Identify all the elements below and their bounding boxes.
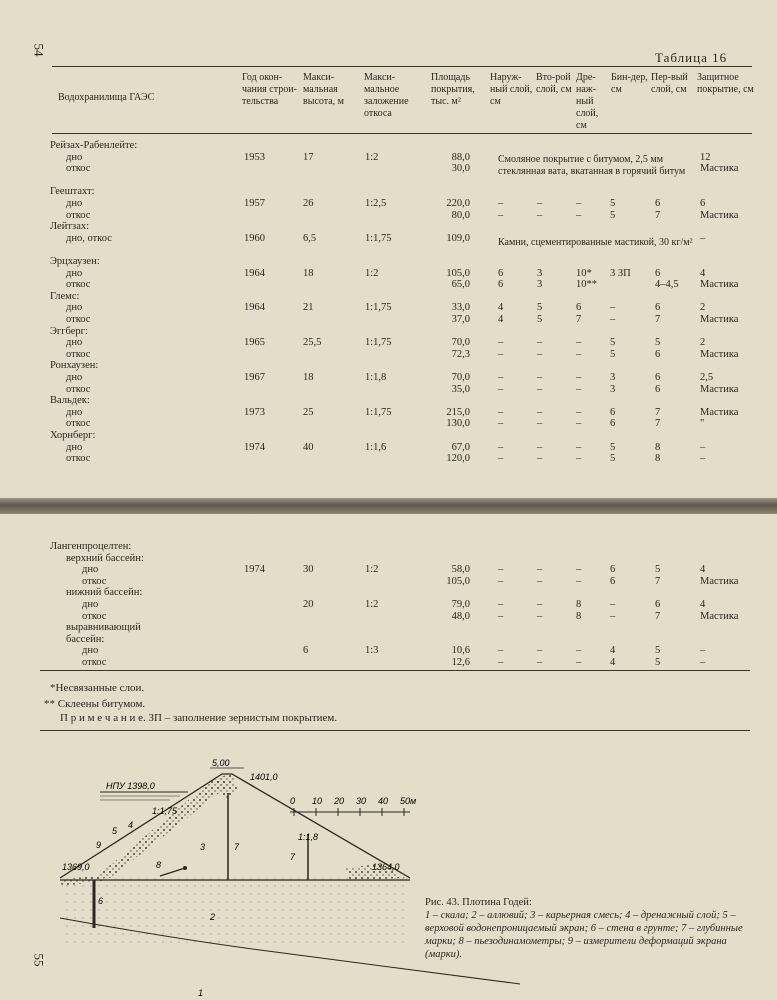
table-cell: 5 — [610, 209, 616, 221]
row-label: дно — [66, 198, 83, 209]
table-cell: 5 — [610, 453, 616, 465]
table-cell: 5 — [655, 657, 661, 668]
table-cell: – — [537, 645, 543, 657]
table-cell: 1:1,8 — [365, 372, 387, 383]
page-bottom — [0, 514, 777, 1000]
table-cell: – — [537, 657, 543, 668]
table-cell: 40 — [303, 441, 314, 453]
label-n1: 1 — [198, 988, 204, 998]
table-cell: – — [576, 383, 582, 395]
table-cell: – — [498, 575, 504, 587]
table-cell: 8 — [655, 441, 661, 453]
row-label: откос — [66, 314, 91, 325]
header-bottom-rule — [52, 133, 752, 134]
table-cell: – — [537, 599, 543, 610]
table-cell: 5 — [610, 337, 616, 349]
table-cell: 4 — [498, 314, 504, 325]
label-n8: 8 — [156, 860, 162, 870]
row-label: дно, откос — [66, 232, 112, 244]
table-cell: – — [498, 337, 504, 349]
table-cell: – — [537, 337, 543, 349]
table-cell: 1:2 — [365, 151, 379, 163]
table-cell: 70,0 — [451, 337, 470, 349]
table-cell: – — [610, 610, 616, 622]
table-cell: 20 — [303, 599, 314, 610]
table-cell: 72,3 — [451, 348, 470, 360]
table-cell: 10** — [576, 279, 597, 291]
table-cell: 1974 — [244, 564, 265, 576]
row-label: дно — [66, 372, 83, 383]
table-cell: 79,0 — [451, 599, 470, 610]
table-cell: 1953 — [244, 151, 265, 163]
table-cell: 1973 — [244, 406, 265, 418]
figure-caption-body: 1 – скала; 2 – аллювий; 3 – карьерная смесь; 4 – дренажный слой; 5 – верховой водонепроницаемый экран; 6 – стена в грунте; 7 – глубинные марки; 8 – пьезодинамометры; 9 – измерители деформаций экрана (марки). — [425, 910, 743, 960]
label-right-level: 1364,0 — [372, 862, 400, 872]
table-cell: 7 — [655, 418, 661, 430]
footnote-1: *Несвязанные слои. — [50, 682, 145, 694]
table-cell: 18 — [303, 372, 314, 383]
label-n4: 4 — [128, 820, 134, 830]
row-label: Рейзах-Рабенлейте: — [50, 140, 138, 151]
row-label: бассейн: — [66, 633, 105, 645]
scale-tick-label: 50м — [400, 796, 417, 806]
table-cell: 67,0 — [451, 441, 470, 453]
table-cell: – — [498, 383, 504, 395]
column-header: Наруж-ный слой, см — [490, 72, 533, 107]
table-cell: – — [537, 383, 543, 395]
table-cell: 7 — [655, 209, 661, 221]
row-label: откос — [66, 453, 91, 465]
table-cell: 26 — [303, 198, 314, 209]
figure-caption — [425, 896, 755, 961]
table-cell: – — [498, 372, 504, 383]
row-label: Лейтзах: — [50, 221, 90, 233]
table-cell: 109,0 — [446, 232, 470, 244]
table-cell: – — [700, 657, 706, 668]
table-cell: – — [537, 406, 543, 418]
table-cell: 3 ЗП — [610, 267, 631, 279]
table-cell: – — [576, 645, 582, 657]
table-cell: 1974 — [244, 441, 265, 453]
table-cell: 7 — [576, 314, 582, 325]
table-cell: – — [576, 564, 582, 576]
table-cell: 1967 — [244, 372, 265, 383]
row-label: дно — [66, 441, 83, 453]
table-title: Таблица 16 — [655, 50, 728, 65]
table-cell: 8 — [576, 599, 582, 610]
row-label: откос — [82, 575, 107, 587]
table-cell: 65,0 — [451, 279, 470, 291]
table-cell: 1:1,75 — [365, 302, 392, 314]
label-n6: 6 — [98, 896, 104, 906]
table-cell: 5 — [655, 645, 661, 657]
table-cell: Мастика — [700, 209, 739, 221]
page-top — [0, 0, 777, 498]
table-cell: 5 — [655, 337, 661, 349]
footnote-note: П р и м е ч а н и е. ЗП – заполнение зернистым покрытием. — [60, 712, 338, 724]
table-cell: 1:1,75 — [365, 232, 392, 244]
table-cell: – — [537, 198, 543, 209]
row-label: Эрцхаузен: — [50, 256, 100, 267]
row-label: дно — [66, 302, 83, 314]
table-cell: 1:2 — [365, 564, 379, 576]
table-cell: 6 — [655, 599, 661, 610]
table-cell: 3 — [610, 372, 616, 383]
table-cell: 1:2 — [365, 599, 379, 610]
table-cell: 4 — [498, 302, 504, 314]
table-cell: – — [700, 645, 706, 657]
label-left-level: 1369,0 — [62, 862, 90, 872]
table-cell: 1:1,6 — [365, 441, 387, 453]
table-cell: 6 — [498, 267, 504, 279]
table-cell: 105,0 — [446, 267, 470, 279]
label-n7b: 7 — [290, 852, 296, 862]
table-cell: 7 — [655, 575, 661, 587]
row-label: откос — [66, 418, 91, 430]
label-n7a: 7 — [234, 842, 240, 852]
column-header: Вто-рой слой, см — [536, 72, 572, 95]
row-label: нижний бассейн: — [66, 587, 143, 599]
table-cell: 6 — [655, 383, 661, 395]
table-cell: 6 — [655, 302, 661, 314]
table-cell: – — [498, 348, 504, 360]
table-cell: – — [537, 418, 543, 430]
table-cell: – — [498, 645, 504, 657]
table-cell: – — [576, 209, 582, 221]
label-npu: НПУ 1398,0 — [106, 781, 155, 791]
table-cell: 1:1,75 — [365, 337, 392, 349]
piezometer-dot — [183, 866, 187, 870]
table-cell: 8 — [655, 453, 661, 465]
table-cell: 37,0 — [451, 314, 470, 325]
label-crest-width: 5,00 — [212, 758, 230, 768]
scale-ticks — [290, 796, 416, 816]
table-cell: 25,5 — [303, 337, 322, 349]
table-cell: – — [610, 599, 616, 610]
table-cell: 48,0 — [451, 610, 470, 622]
table-cell: 130,0 — [446, 418, 470, 430]
row-label: дно — [66, 337, 83, 349]
label-n9: 9 — [96, 840, 102, 850]
table-cell: – — [576, 406, 582, 418]
table-cell: 6 — [610, 575, 616, 587]
table-cell: – — [576, 198, 582, 209]
table-cell: – — [700, 453, 706, 465]
row-label: Вальдек: — [50, 395, 90, 407]
table-cell: 4 — [700, 267, 706, 279]
table-cell: – — [700, 441, 706, 453]
table-cell: 17 — [303, 151, 314, 163]
note-stones: Камни, сцементированные мастикой, 30 кг/м² — [498, 237, 693, 248]
table-cell: 18 — [303, 267, 314, 279]
table-cell: 5 — [537, 314, 543, 325]
table-cell: 6 — [610, 406, 616, 418]
table-cell: " — [700, 418, 705, 430]
table-cell: 6 — [700, 198, 706, 209]
table-cell: 4–4,5 — [655, 279, 679, 291]
table-cell: Мастика — [700, 348, 739, 360]
row-label: дно — [82, 564, 99, 576]
table-cell: – — [576, 372, 582, 383]
column-header: Площадь покрытия, тыс. м² — [431, 72, 475, 107]
row-label: откос — [66, 383, 91, 395]
table-cell: – — [576, 575, 582, 587]
scale-tick-label: 10 — [312, 796, 323, 806]
column-header: Год окон-чания строи-тельства — [242, 72, 297, 107]
table-cell: 2 — [700, 302, 706, 314]
table-bottom-rule — [40, 670, 750, 671]
table-cell: 3 — [610, 383, 616, 395]
table-cell: – — [537, 575, 543, 587]
table-cell: Мастика — [700, 383, 739, 395]
table-cell: 7 — [655, 314, 661, 325]
row-label: откос — [66, 163, 91, 175]
table-cell: 1964 — [244, 267, 265, 279]
column-header: Водохранилища ГАЭС — [58, 92, 155, 103]
row-label: дно — [82, 599, 99, 610]
table-cell: 1:1,75 — [365, 406, 392, 418]
table-cell: 21 — [303, 302, 314, 314]
table-cell: 1:3 — [365, 645, 379, 657]
table-cell: – — [576, 453, 582, 465]
table-cell: – — [498, 209, 504, 221]
table-cell: 5 — [537, 302, 543, 314]
page-number-top: 54 — [31, 43, 47, 57]
table-cell: 4 — [610, 645, 616, 657]
table-cell: 30 — [303, 564, 314, 576]
table-cell: – — [498, 453, 504, 465]
note-resin: Смоляное покрытие с битумом, 2,5 мм стеклянная вата, вкатанная в горячий битум — [498, 154, 686, 177]
table-cell: Мастика — [700, 610, 739, 622]
table-cell: – — [537, 610, 543, 622]
table-cell: – — [537, 564, 543, 576]
row-label: Лангенпроцелтен: — [50, 541, 132, 552]
table-cell: – — [498, 406, 504, 418]
table-cell: 70,0 — [451, 372, 470, 383]
figure-caption-title: Рис. 43. Плотина Годей: — [425, 897, 532, 908]
column-header: Макси-мальная высота, м — [303, 72, 345, 107]
table-cell: 220,0 — [446, 198, 470, 209]
table-cell: – — [537, 441, 543, 453]
table-cell: Мастика — [700, 575, 739, 587]
label-slope-left: 1:1,75 — [152, 806, 178, 816]
table-cell: – — [576, 657, 582, 668]
table-cell: 6 — [655, 372, 661, 383]
table-cell: 7 — [655, 406, 661, 418]
table-cell: 33,0 — [451, 302, 470, 314]
table-cell: 2,5 — [700, 372, 714, 383]
table-cell: 6 — [303, 645, 309, 657]
table-cell: 215,0 — [446, 406, 470, 418]
table-cell: 58,0 — [451, 564, 470, 576]
table-cell: 6 — [498, 279, 504, 291]
column-header: Бин-дер, см — [611, 72, 648, 95]
table-cell: – — [498, 657, 504, 668]
table-cell: 6,5 — [303, 232, 317, 244]
row-label: Геештахт: — [50, 186, 95, 198]
table-cell: 6 — [576, 302, 582, 314]
label-n5: 5 — [112, 826, 118, 836]
row-label: дно — [66, 406, 83, 418]
table-cell: 4 — [700, 564, 706, 576]
table-cell: 120,0 — [446, 453, 470, 465]
section-rule — [40, 730, 750, 731]
table-cell: 105,0 — [446, 575, 470, 587]
table-cell: 1:2,5 — [365, 198, 387, 209]
column-header: Макси-мальное заложение откоса — [364, 72, 409, 119]
table-cell: – — [610, 302, 616, 314]
table-cell: 5 — [655, 564, 661, 576]
row-label: Хорнберг: — [50, 430, 96, 441]
row-label: дно — [66, 151, 83, 163]
column-header: Защитное покрытие, см — [697, 72, 754, 95]
table-cell: Мастика — [700, 314, 739, 325]
table-cell: – — [576, 441, 582, 453]
table-cell: – — [537, 453, 543, 465]
table-cell: 12,6 — [451, 657, 470, 668]
scale-tick-label: 40 — [378, 796, 389, 806]
footnote-2: ** Склеены битумом. — [44, 698, 146, 710]
table-cell: 6 — [610, 418, 616, 430]
row-label: выравнивающий — [66, 622, 141, 634]
row-label: откос — [82, 657, 107, 668]
table-cell: – — [576, 337, 582, 349]
table-cell: 30,0 — [451, 163, 470, 175]
row-label: откос — [66, 348, 91, 360]
table-cell: 5 — [610, 348, 616, 360]
table-cell: 1964 — [244, 302, 265, 314]
column-header: Пер-вый слой, см — [651, 72, 688, 95]
table-cell: – — [498, 441, 504, 453]
row-label: дно — [66, 267, 83, 279]
table-cell: – — [576, 418, 582, 430]
table-cell: 3 — [537, 267, 543, 279]
table-cell: – — [498, 610, 504, 622]
label-slope-right: 1:1,8 — [298, 832, 319, 842]
table-cell: 5 — [610, 198, 616, 209]
table-cell: 6 — [655, 267, 661, 279]
table-cell: – — [610, 314, 616, 325]
row-label: верхний бассейн: — [66, 552, 144, 564]
header-top-rule — [52, 66, 752, 67]
table-cell: – — [498, 418, 504, 430]
table-cell: 8 — [576, 610, 582, 622]
table-cell: – — [498, 599, 504, 610]
row-label: откос — [82, 610, 107, 622]
row-label: откос — [66, 209, 91, 221]
page-number-bottom: 55 — [31, 953, 47, 967]
table-cell: – — [498, 564, 504, 576]
row-label: Эггберг: — [50, 325, 88, 337]
row-label: дно — [82, 645, 99, 657]
label-n3: 3 — [200, 842, 206, 852]
table-cell: 35,0 — [451, 383, 470, 395]
table-cell: 3 — [537, 279, 543, 291]
table-cell: 10,6 — [451, 645, 470, 657]
table-cell: 2 — [700, 337, 706, 349]
row-label: откос — [66, 279, 91, 291]
scale-tick-label: 20 — [334, 796, 345, 806]
table-cell: 6 — [655, 348, 661, 360]
table-cell: 1960 — [244, 232, 265, 244]
book-fold — [0, 498, 777, 514]
table-cell: 88,0 — [451, 151, 470, 163]
column-header: Дре-наж-ный слой, см — [576, 72, 599, 131]
scale-tick-label: 0 — [290, 796, 296, 806]
table-cell: 1957 — [244, 198, 265, 209]
label-n2: 2 — [210, 912, 216, 922]
label-crest-level: 1401,0 — [250, 772, 278, 782]
table-cell: 25 — [303, 406, 314, 418]
table-cell: 12 — [700, 151, 711, 163]
table-cell: Мастика — [700, 279, 739, 291]
table-cell: – — [537, 209, 543, 221]
table-cell: – — [576, 348, 582, 360]
table-cell: 7 — [655, 610, 661, 622]
table-cell: 4 — [700, 599, 706, 610]
table-cell: 1:2 — [365, 267, 379, 279]
table-cell: 5 — [610, 441, 616, 453]
table-cell: – — [537, 372, 543, 383]
table-cell: 1965 — [244, 337, 265, 349]
table-cell: 6 — [610, 564, 616, 576]
table-cell: Мастика — [700, 406, 739, 418]
row-label: Глемс: — [50, 290, 80, 302]
table-cell: – — [537, 348, 543, 360]
table-cell: 6 — [655, 198, 661, 209]
scale-tick-label: 30 — [356, 796, 367, 806]
table-cell: – — [498, 198, 504, 209]
table-cell: Мастика — [700, 163, 739, 175]
row-label: Ронхаузен: — [50, 360, 99, 372]
table-cell: – — [700, 232, 706, 244]
table-cell: 10* — [576, 267, 592, 279]
table-cell: 4 — [610, 657, 616, 668]
table-cell: 80,0 — [451, 209, 470, 221]
